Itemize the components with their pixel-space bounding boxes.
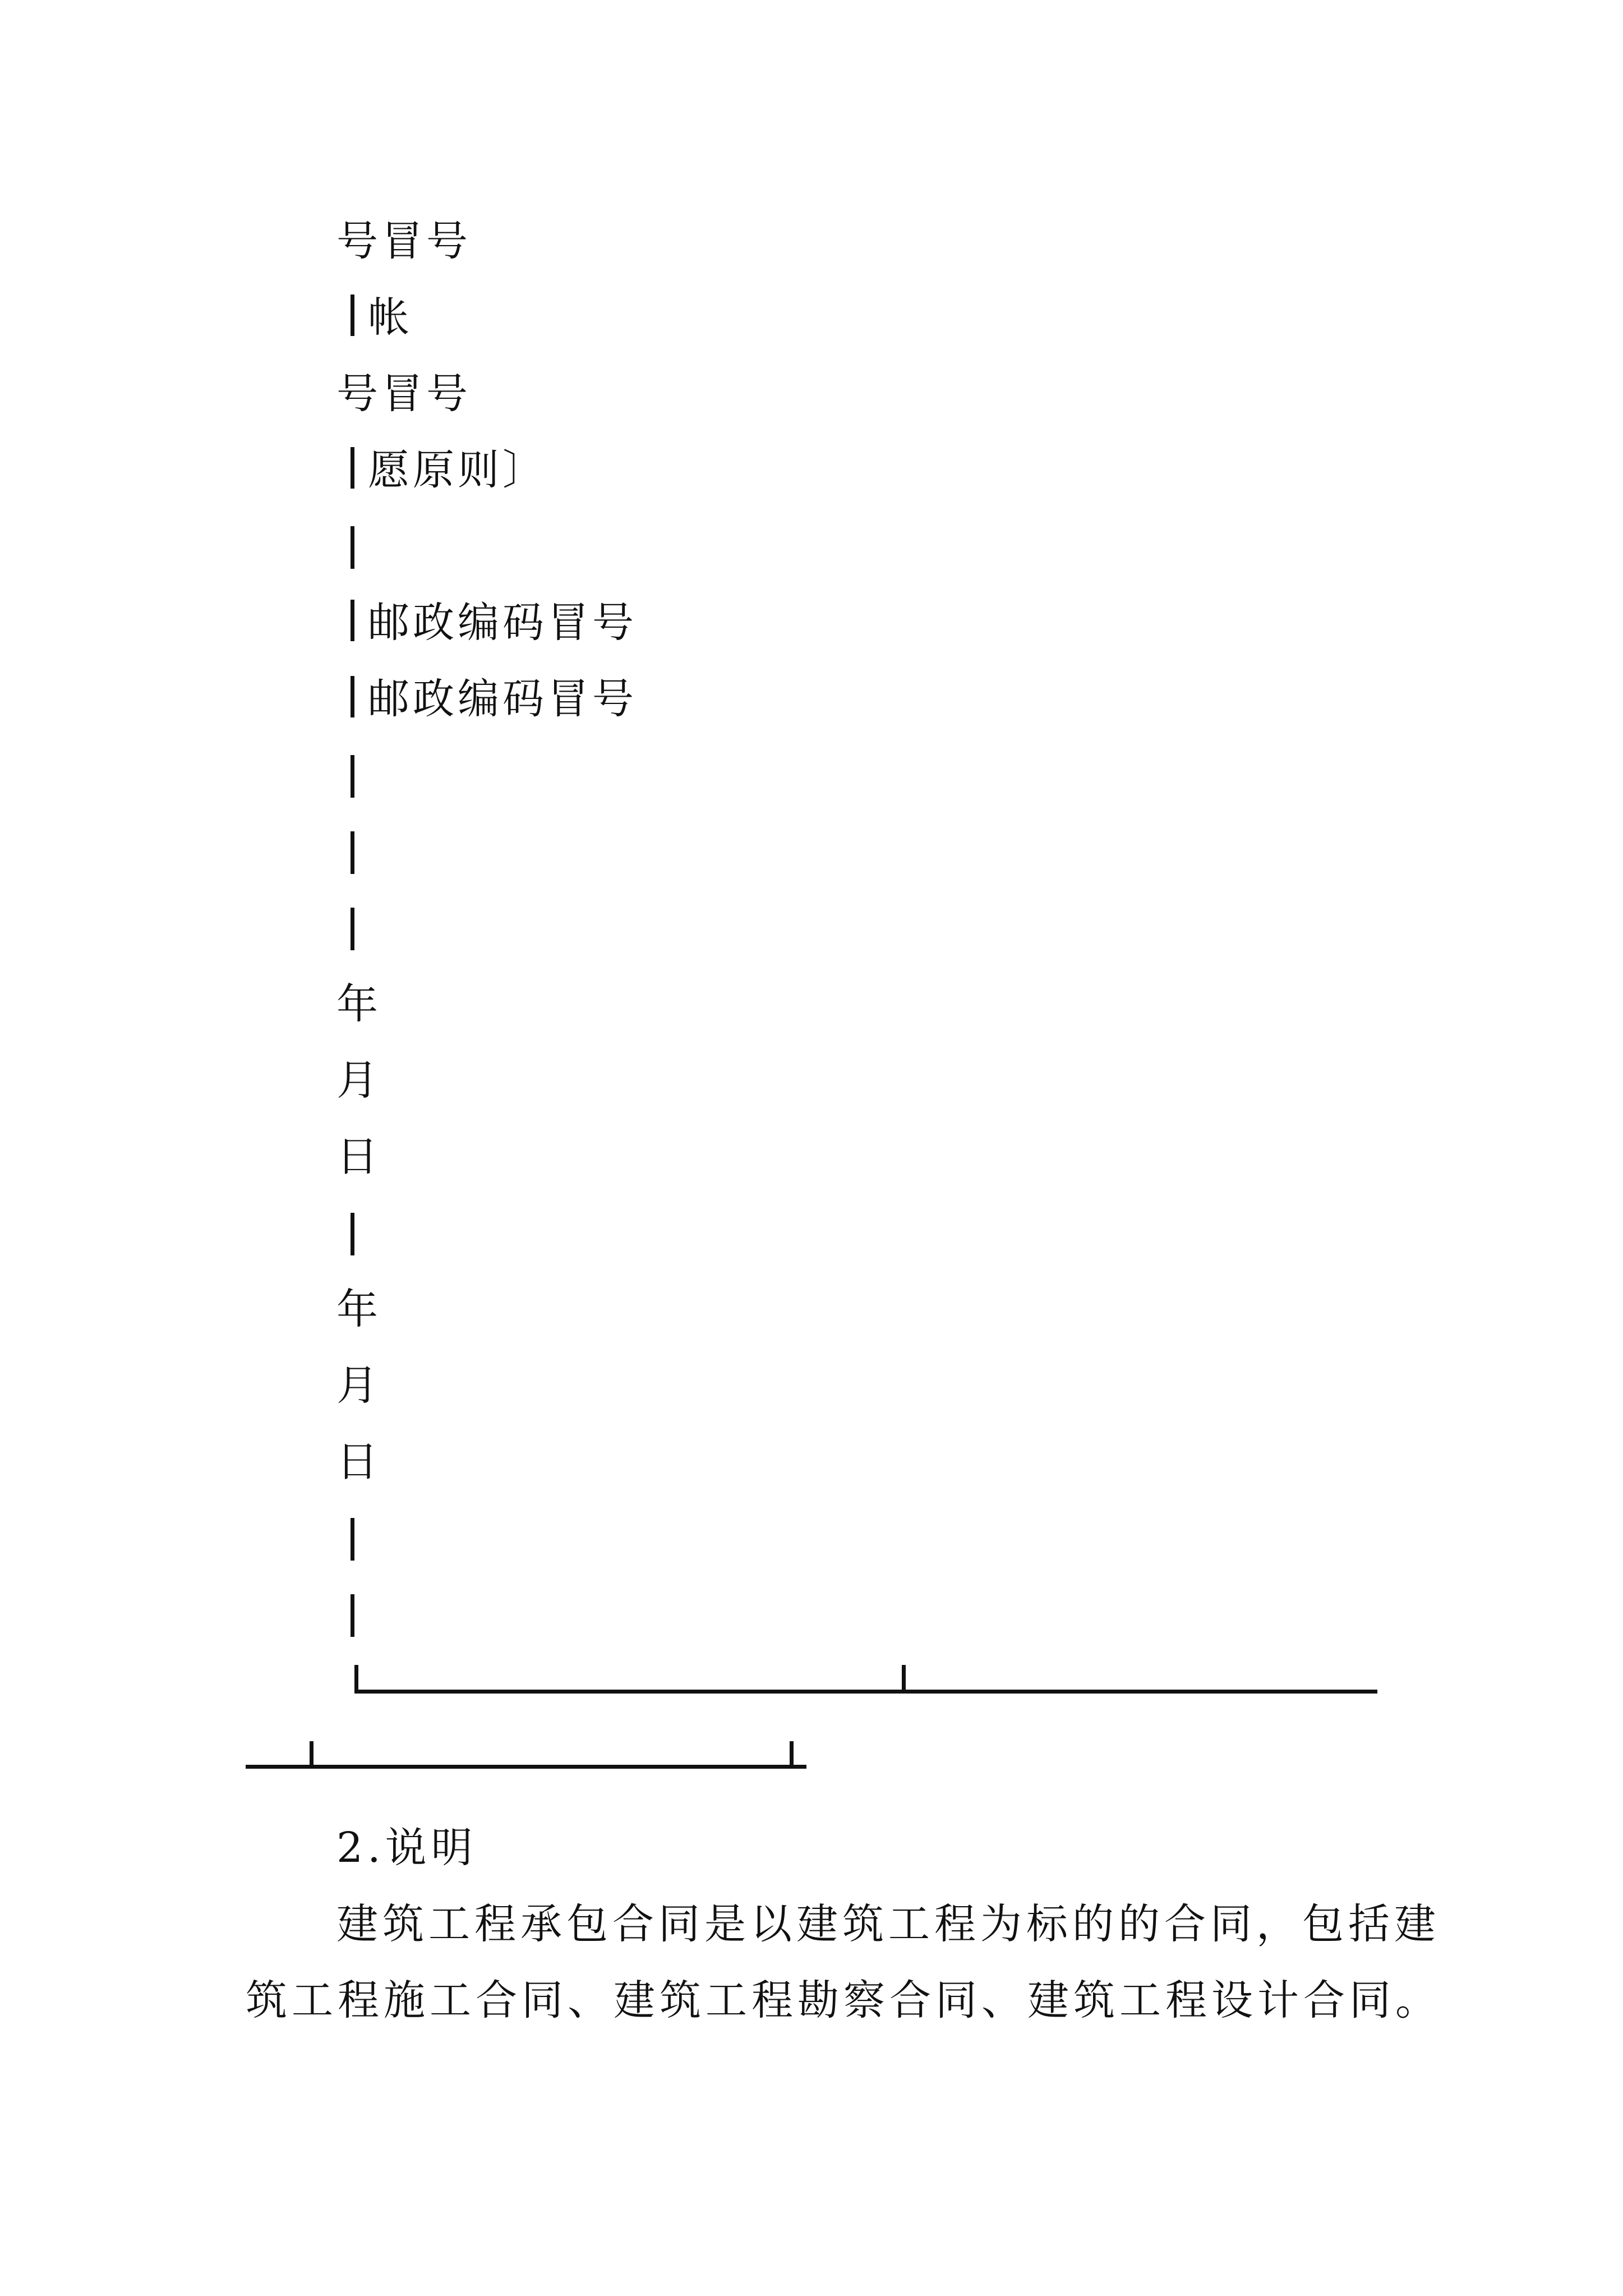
table-corner-right: [790, 1741, 794, 1768]
form-row-year-2: [336, 1281, 381, 1337]
table-bottom-rule: [354, 1690, 1377, 1694]
table-border-segment: [351, 600, 354, 641]
form-row-4: [351, 442, 547, 498]
form-row-1-text: 号冒号: [336, 217, 471, 265]
month-label: 月: [336, 1056, 381, 1105]
form-row-6-text: 邮政编码冒号: [368, 599, 637, 647]
form-row-day-1: [336, 1129, 381, 1185]
form-row-1: [336, 213, 471, 269]
paragraph-line-2: 筑工程施工合同、建筑工程勘察合同、建筑工程设计合同。: [246, 1976, 1441, 2024]
form-row-7: [351, 671, 637, 727]
year-label: 年: [336, 1285, 381, 1333]
form-row-month-2: [336, 1358, 381, 1414]
day-label: 日: [336, 1133, 381, 1181]
table-border-segment: [351, 447, 354, 489]
form-row-year-1: [336, 976, 381, 1032]
table-border-segment: [351, 1213, 354, 1255]
form-row-7-text: 邮政编码冒号: [368, 675, 637, 723]
table-border-segment: [351, 1518, 354, 1561]
table-border-segment: [351, 831, 354, 874]
table-junction: [310, 1741, 313, 1768]
form-row-day-2: [336, 1434, 381, 1490]
section-heading: 2.说明: [336, 1824, 477, 1872]
table-border-segment: [351, 676, 354, 717]
table-bottom-rule-continued: [246, 1765, 806, 1769]
table-corner-left: [354, 1665, 358, 1693]
table-border-segment: [351, 1594, 354, 1637]
form-row-month-1: [336, 1052, 381, 1108]
table-border-segment: [351, 908, 354, 950]
table-border-segment: [351, 526, 354, 569]
day-label: 日: [336, 1438, 381, 1486]
form-row-6: [351, 595, 637, 651]
year-label: 年: [336, 980, 381, 1028]
table-junction: [902, 1665, 906, 1693]
paragraph-line-1: 建筑工程承包合同是以建筑工程为标的的合同，包括建: [336, 1900, 1440, 1948]
form-row-3-text: 号冒号: [336, 370, 471, 418]
form-row-4-text: 愿原则〕: [368, 446, 547, 494]
table-border-segment: [351, 755, 354, 798]
table-border-segment: [351, 295, 354, 336]
form-row-2-text: 帐: [368, 293, 413, 342]
month-label: 月: [336, 1361, 381, 1410]
form-row-3: [336, 366, 471, 422]
form-row-2: [351, 289, 413, 346]
